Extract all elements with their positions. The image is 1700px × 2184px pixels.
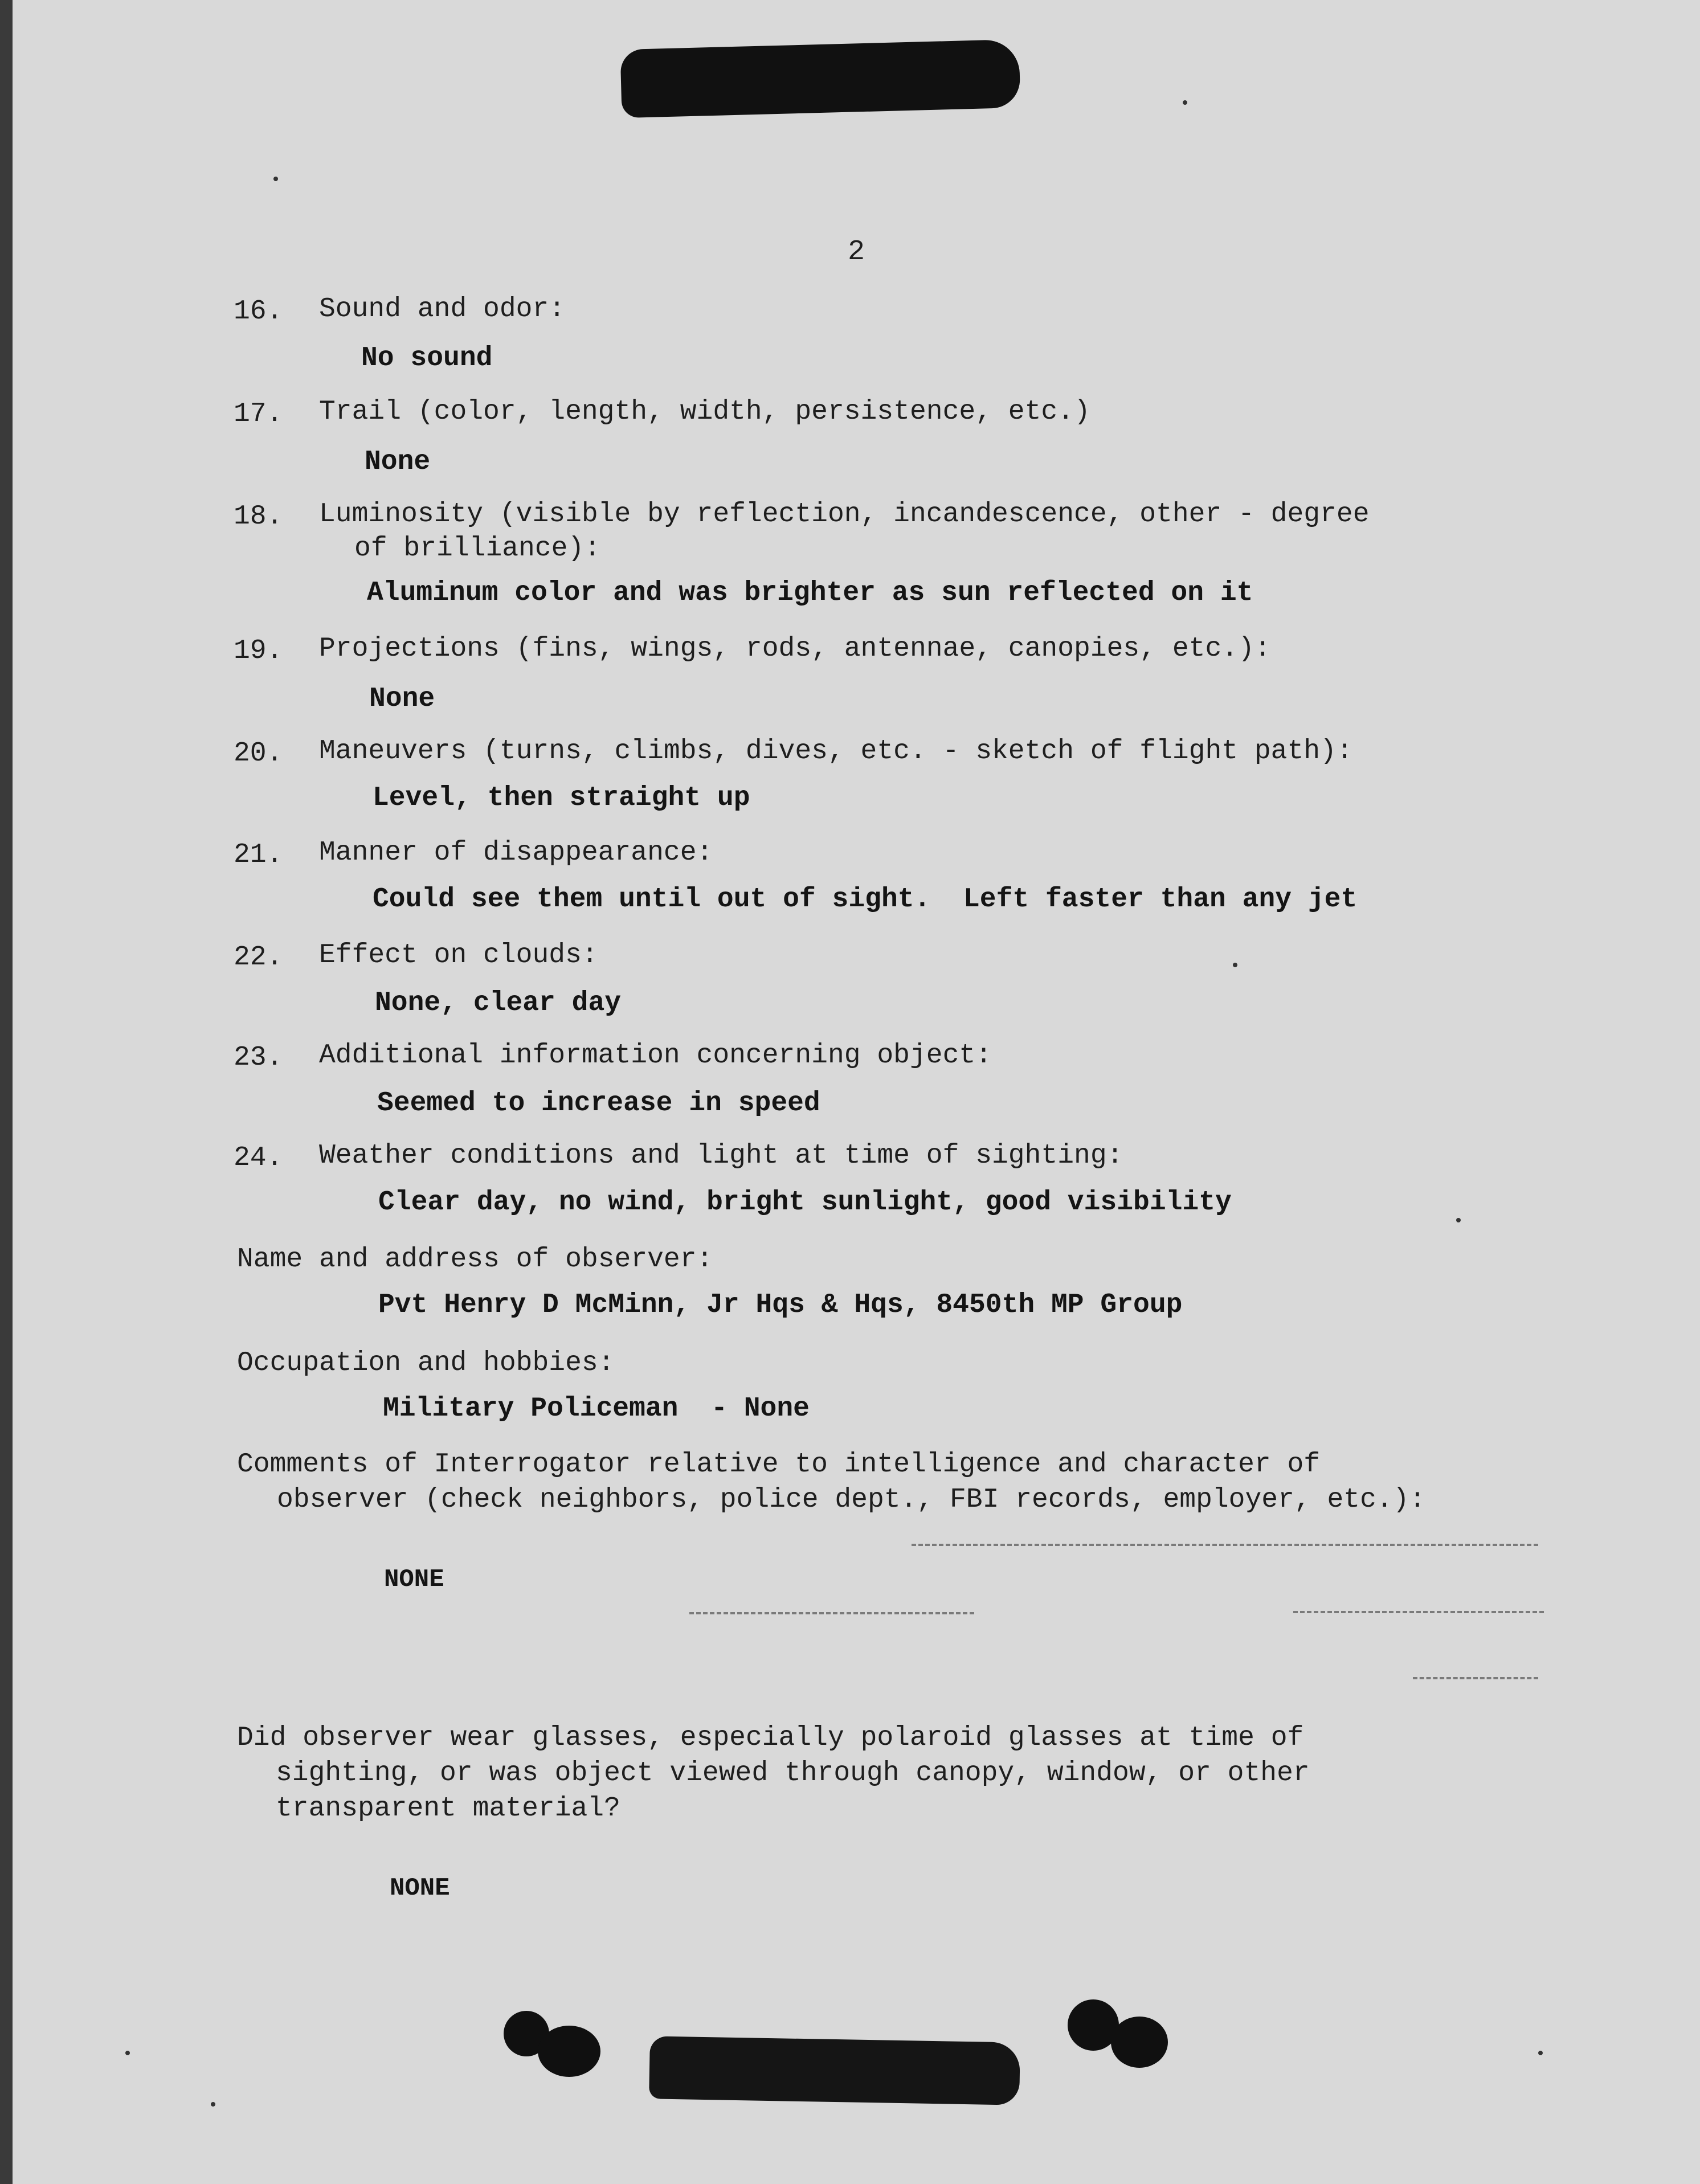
item-question: Weather conditions and light at time of sighting: bbox=[319, 1140, 1123, 1171]
item-number: 21. bbox=[234, 840, 283, 870]
item-answer: None bbox=[369, 684, 435, 714]
item-number: 17. bbox=[234, 399, 283, 430]
item-answer: No sound bbox=[361, 343, 493, 374]
interrogator-label-line1: Comments of Interrogator relative to intelligence and character of bbox=[237, 1449, 1321, 1480]
speck bbox=[1538, 2051, 1543, 2055]
page-number: 2 bbox=[848, 236, 865, 268]
glasses-value: NONE bbox=[390, 1874, 450, 1903]
interrogator-label-line2: observer (check neighbors, police dept., FBI records, employer, etc.): bbox=[277, 1484, 1426, 1515]
item-question: Luminosity (visible by reflection, incandescence, other - degree bbox=[319, 499, 1370, 530]
item-question: Sound and odor: bbox=[319, 294, 566, 325]
speck bbox=[1233, 963, 1237, 967]
faint-dash-line bbox=[1293, 1611, 1544, 1613]
speck bbox=[1456, 1218, 1461, 1222]
item-number: 23. bbox=[234, 1042, 283, 1073]
redaction-mark-top bbox=[620, 39, 1021, 118]
item-number: 20. bbox=[234, 738, 283, 769]
scan-edge bbox=[0, 0, 13, 2184]
observer-name-value: Pvt Henry D McMinn, Jr Hqs & Hqs, 8450th MP Group bbox=[378, 1290, 1183, 1320]
item-question: Additional information concerning object: bbox=[319, 1040, 992, 1071]
item-number: 16. bbox=[234, 296, 283, 327]
observer-name-label: Name and address of observer: bbox=[237, 1244, 713, 1275]
item-question: Effect on clouds: bbox=[319, 940, 598, 971]
item-number: 22. bbox=[234, 942, 283, 973]
redaction-mark-bottom bbox=[649, 2036, 1020, 2105]
item-question-continued: of brilliance): bbox=[354, 533, 601, 564]
interrogator-value: NONE bbox=[384, 1565, 444, 1594]
occupation-value: Military Policeman - None bbox=[383, 1393, 810, 1424]
speck bbox=[1183, 100, 1187, 105]
faint-dash-line bbox=[1413, 1677, 1538, 1679]
item-answer: None, clear day bbox=[375, 988, 622, 1019]
glasses-label-line2: sighting, or was object viewed through canopy, window, or other bbox=[276, 1758, 1310, 1789]
item-number: 18. bbox=[234, 501, 283, 532]
glasses-label-line1: Did observer wear glasses, especially polaroid glasses at time of bbox=[237, 1723, 1304, 1753]
item-answer: None bbox=[365, 447, 431, 477]
item-number: 19. bbox=[234, 636, 283, 666]
item-number: 24. bbox=[234, 1143, 283, 1173]
ink-blot bbox=[1111, 2017, 1168, 2068]
faint-dash-line bbox=[912, 1544, 1538, 1546]
item-answer: Seemed to increase in speed bbox=[377, 1088, 820, 1119]
item-answer: Aluminum color and was brighter as sun reflected on it bbox=[367, 578, 1253, 608]
item-answer: Clear day, no wind, bright sunlight, good visibility bbox=[378, 1187, 1232, 1218]
item-question: Projections (fins, wings, rods, antennae, canopies, etc.): bbox=[319, 633, 1271, 664]
item-answer: Could see them until out of sight. Left faster than any jet bbox=[373, 884, 1358, 915]
glasses-label-line3: transparent material? bbox=[276, 1793, 620, 1824]
item-answer: Level, then straight up bbox=[373, 783, 750, 813]
ink-blot bbox=[538, 2026, 600, 2077]
item-question: Trail (color, length, width, persistence, etc.) bbox=[319, 396, 1090, 427]
item-question: Maneuvers (turns, climbs, dives, etc. - sketch of flight path): bbox=[319, 736, 1353, 767]
item-question: Manner of disappearance: bbox=[319, 837, 713, 868]
occupation-label: Occupation and hobbies: bbox=[237, 1348, 615, 1379]
faint-dash-line bbox=[689, 1612, 974, 1614]
speck bbox=[125, 2051, 130, 2055]
speck bbox=[273, 177, 278, 181]
speck bbox=[211, 2102, 215, 2107]
